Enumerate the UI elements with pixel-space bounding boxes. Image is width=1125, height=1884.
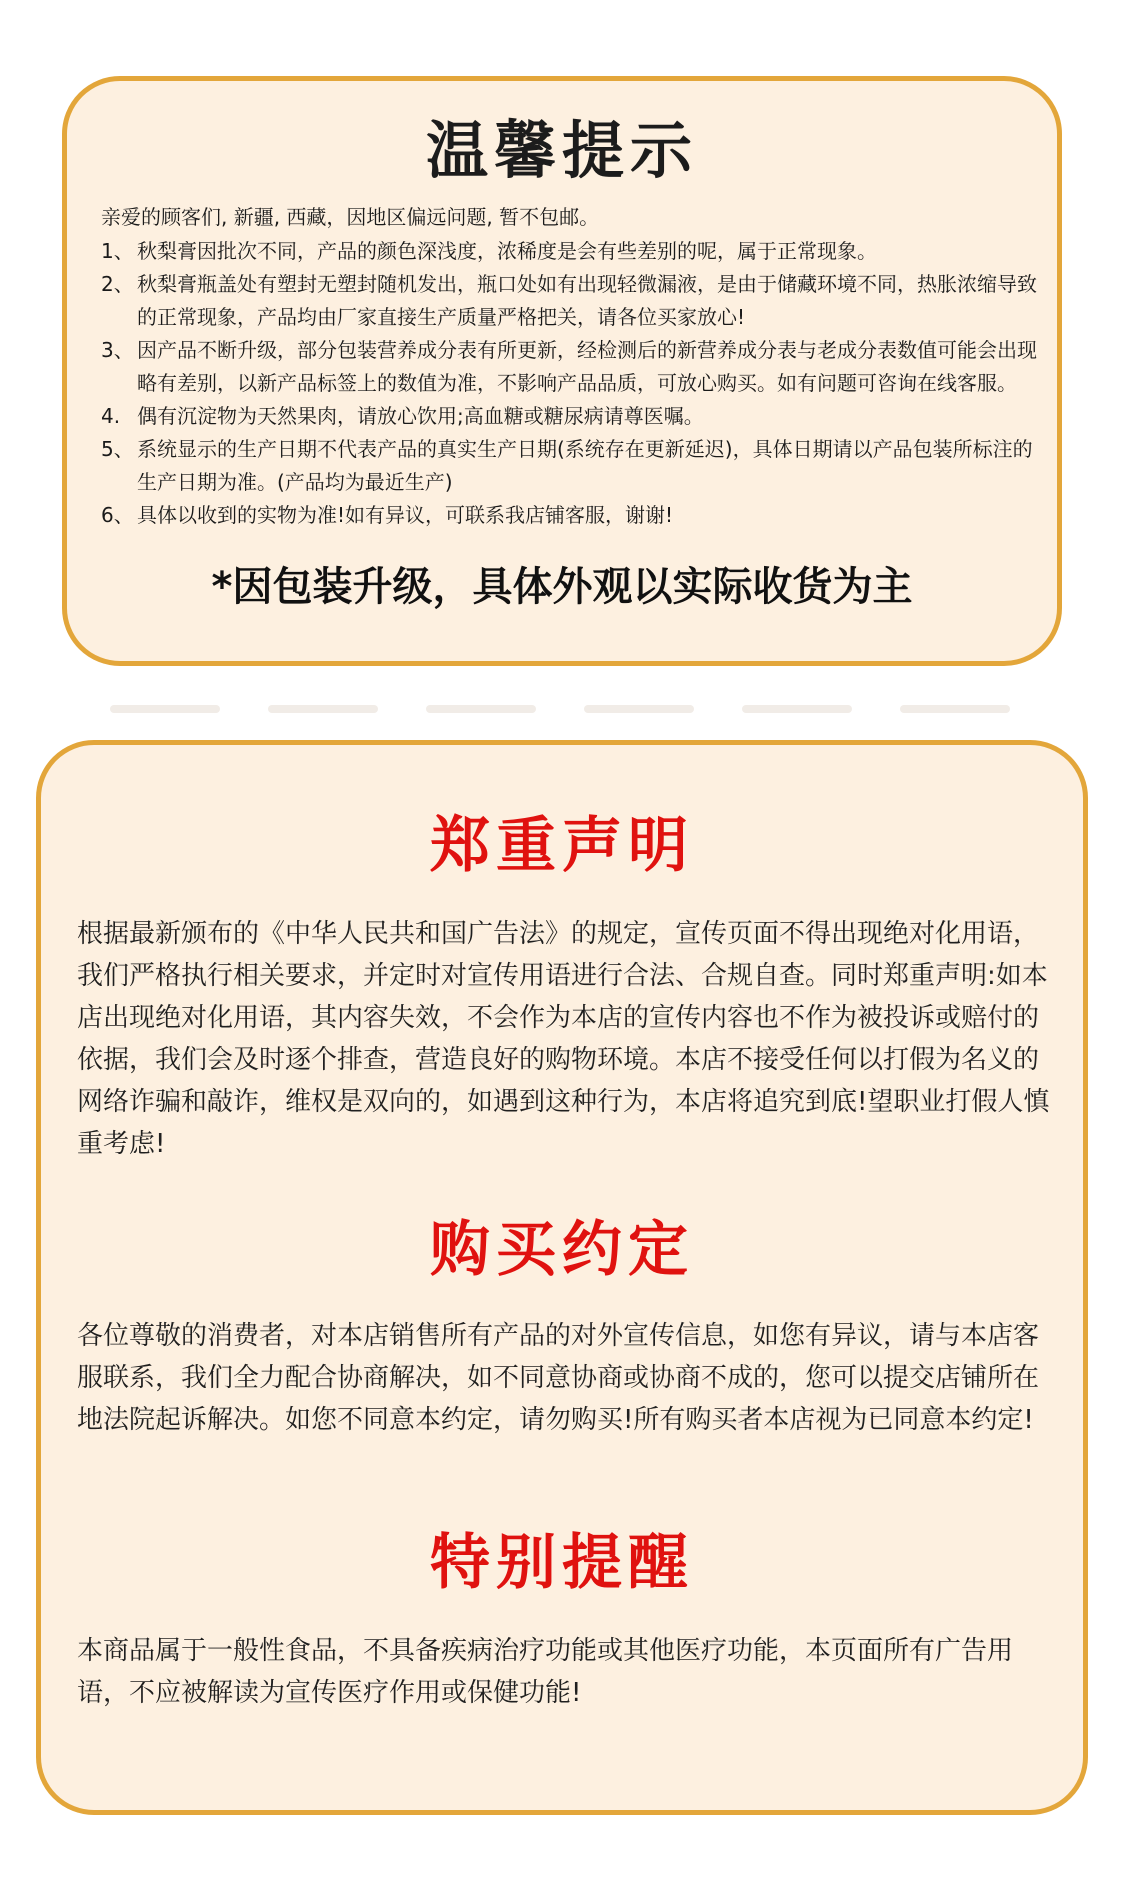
notice-item: [101, 499, 1046, 532]
reminder-text: 本商品属于一般性食品，不具备疾病治疗功能或其他医疗功能，本页面所有广告用语，不应被解读为宣传医疗作用或保健功能!: [77, 1636, 1014, 1708]
notice-item: [101, 433, 1046, 499]
divider-mark: [268, 705, 378, 713]
divider-mark: [426, 705, 536, 713]
statement-card: [36, 740, 1088, 1815]
agreement-title: 购买约定: [430, 1215, 694, 1285]
notice-item-number: 1、: [101, 239, 134, 263]
notice-item-text: 秋梨膏因批次不同，产品的颜色深浅度，浓稀度是会有些差别的呢，属于正常现象。: [137, 239, 877, 263]
notice-card: [62, 76, 1062, 666]
reminder-body: [77, 1630, 1057, 1714]
notice-intro: 亲爱的顾客们, 新疆, 西藏，因地区偏远问题, 暂不包邮。: [101, 205, 600, 229]
reminder-title: 特别提醒: [430, 1528, 694, 1598]
packaging-upgrade-note: *因包装升级，具体外观以实际收货为主: [211, 564, 913, 610]
notice-item-text: 具体以收到的实物为准!如有异议，可联系我店铺客服，谢谢!: [137, 503, 674, 527]
notice-item-number: 3、: [101, 338, 134, 362]
notice-item-text: 偶有沉淀物为天然果肉，请放心饮用;高血糖或糖尿病请尊医嘱。: [137, 404, 704, 428]
notice-item-text: 因产品不断升级，部分包装营养成分表有所更新，经检测后的新营养成分表与老成分表数值可能会出现略有差别，以新产品标签上的数值为准，不影响产品品质，可放心购买。如有问题可咨询在线客服。: [137, 338, 1037, 395]
agreement-text: 各位尊敬的消费者，对本店销售所有产品的对外宣传信息，如您有异议，请与本店客服联系，我们全力配合协商解决，如不同意协商或协商不成的，您可以提交店铺所在地法院起诉解决。如您不同意本约定，请勿购买!所有购买者本店视为已同意本约定!: [77, 1321, 1040, 1435]
statement-title: 郑重声明: [430, 811, 694, 881]
notice-item-text: 秋梨膏瓶盖处有塑封无塑封随机发出，瓶口处如有出现轻微漏液，是由于储藏环境不同，热胀浓缩导致的正常现象，产品均由厂家直接生产质量严格把关，请各位买家放心!: [137, 272, 1037, 329]
divider-mark: [584, 705, 694, 713]
notice-item-text: 系统显示的生产日期不代表产品的真实生产日期(系统存在更新延迟)，具体日期请以产品包装所标注的生产日期为准。(产品均为最近生产): [137, 437, 1033, 494]
notice-item-number: 4.: [101, 404, 121, 428]
notice-item: [101, 334, 1046, 400]
notice-item: [101, 400, 1046, 433]
statement-text: 根据最新颁布的《中华人民共和国广告法》的规定，宣传页面不得出现绝对化用语，我们严格执行相关要求，并定时对宣传用语进行合法、合规自查。同时郑重声明:如本店出现绝对化用语，其内容失效，不会作为本店的宣传内容也不作为被投诉或赔付的依据，我们会及时逐个排查，营造良好的购物环境。本店不接受任何以打假为名义的网络诈骗和敲诈，维权是双向的，如遇到这种行为，本店将追究到底!望职业打假人慎重考虑!: [77, 919, 1050, 1159]
notice-item: [101, 268, 1046, 334]
notice-item-number: 2、: [101, 272, 134, 296]
divider-mark: [900, 705, 1010, 713]
agreement-body: [77, 1315, 1057, 1441]
statement-body: [77, 913, 1057, 1165]
divider-mark: [742, 705, 852, 713]
notice-item: [101, 235, 1046, 268]
notice-body: [101, 201, 1046, 532]
notice-item-number: 6、: [101, 503, 134, 527]
faint-divider-strip: [110, 700, 1010, 718]
divider-mark: [110, 705, 220, 713]
notice-title: 温馨提示: [425, 114, 698, 187]
notice-item-number: 5、: [101, 437, 134, 461]
